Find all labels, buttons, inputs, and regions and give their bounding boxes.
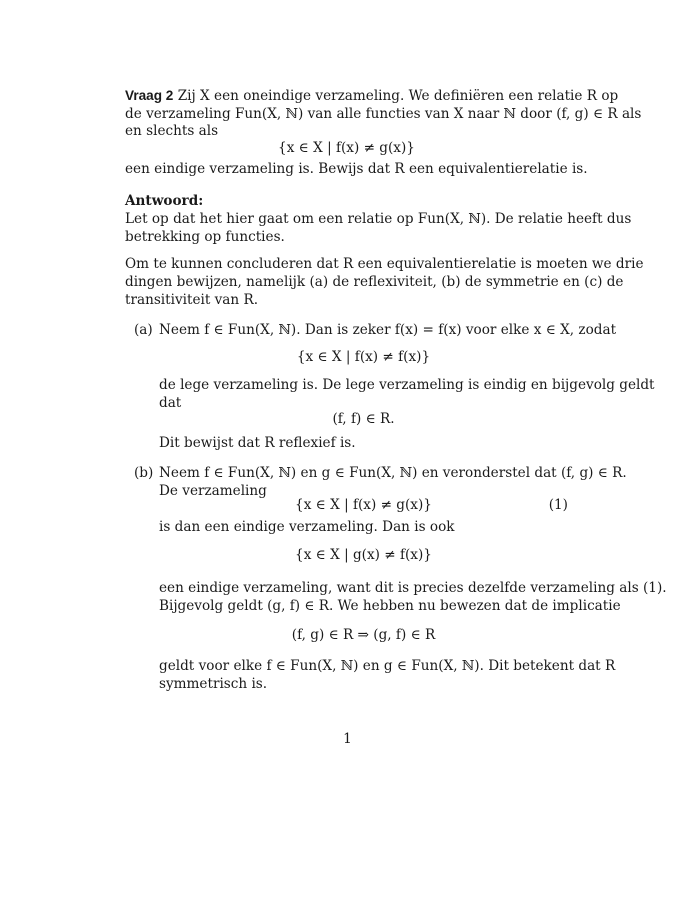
answer-p1-line-1: Let op dat het hier gaat om een relatie op Fun(X, ℕ). De relatie heeft dus [125,211,632,227]
item-a-line-1: Neem f ∈ Fun(X, ℕ). Dan is zeker f(x) = f(x) voor elke x ∈ X, zodat [159,322,617,338]
item-b-label: (b) [134,465,154,481]
answer-heading: Antwoord: [125,193,204,209]
item-b-line-6: geldt voor elke f ∈ Fun(X, ℕ) en g ∈ Fun(X, ℕ). Dit betekent dat R [159,658,616,674]
item-a-line-2: de lege verzameling is. De lege verzameling is eindig en bijgevolg geldt [159,377,655,393]
item-b-line-2: De verzameling [159,483,267,499]
item-b-formula-1: {x ∈ X | f(x) ≠ g(x)} [295,497,432,513]
item-a-formula-1: {x ∈ X | f(x) ≠ f(x)} [296,349,431,365]
item-b-line-1: Neem f ∈ Fun(X, ℕ) en g ∈ Fun(X, ℕ) en veronderstel dat (f, g) ∈ R. [159,465,627,481]
item-b-formula-2: {x ∈ X | g(x) ≠ f(x)} [295,547,432,563]
question-line-4: een eindige verzameling is. Bewijs dat R een equivalentierelatie is. [125,161,588,177]
question-line-2: de verzameling Fun(X, ℕ) van alle functies van X naar ℕ door (f, g) ∈ R als [125,106,642,122]
question-line-1 [125,87,619,105]
answer-p2-line-3: transitiviteit van R. [125,292,259,308]
question-label: Vraag 2 [125,88,174,103]
answer-p1-line-2: betrekking op functies. [125,229,285,245]
item-b-line-7: symmetrisch is. [159,676,268,692]
question-formula: {x ∈ X | f(x) ≠ g(x)} [278,140,415,156]
item-b-line-5: Bijgevolg geldt (g, f) ∈ R. We hebben nu bewezen dat de implicatie [159,598,621,614]
item-b-formula-3: (f, g) ∈ R ⇒ (g, f) ∈ R [291,627,436,643]
item-b-line-3: is dan een eindige verzameling. Dan is ook [159,519,455,535]
item-b-line-4: een eindige verzameling, want dit is precies dezelfde verzameling als (1). [159,580,667,596]
answer-p2-line-2: dingen bewijzen, namelijk (a) de reflexiviteit, (b) de symmetrie en (c) de [125,274,624,290]
item-a-label: (a) [134,322,153,338]
item-a-line-4: Dit bewijst dat R reflexief is. [159,435,356,451]
question-text-1: Zij X een oneindige verzameling. We definiëren een relatie R op [177,88,619,104]
equation-number: (1) [548,497,568,513]
question-line-3: en slechts als [125,123,219,139]
page-number: 1 [343,731,352,747]
item-a-formula-2: (f, f) ∈ R. [332,411,395,427]
item-a-line-3: dat [159,395,182,411]
answer-p2-line-1: Om te kunnen concluderen dat R een equivalentierelatie is moeten we drie [125,256,644,272]
